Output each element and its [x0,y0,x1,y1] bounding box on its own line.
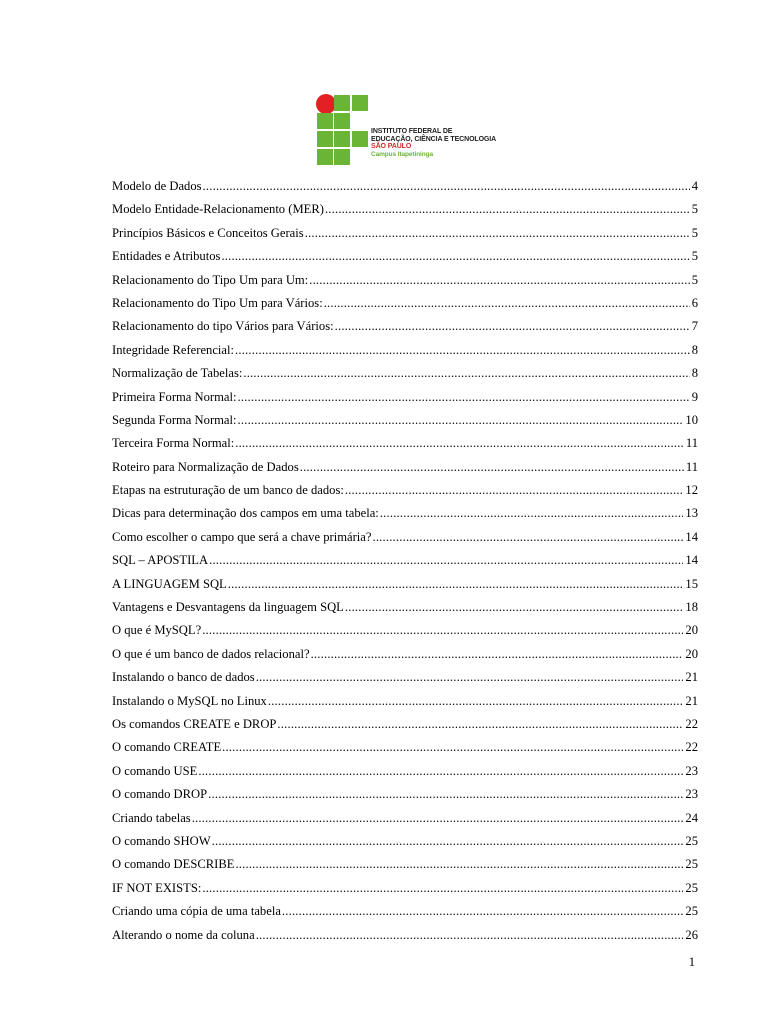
toc-dot-leader [345,479,684,502]
toc-entry[interactable] [112,222,698,245]
institute-logo [314,92,500,166]
toc-entry-page: 10 [685,412,698,427]
toc-entry-title: Relacionamento do tipo Vários para Vários: [112,319,334,334]
toc-entry[interactable] [112,339,698,362]
toc-dot-leader [235,432,684,455]
toc-entry[interactable] [112,175,698,198]
toc-dot-leader [268,690,684,713]
toc-entry-page: 11 [685,459,698,474]
toc-entry-page: 5 [691,272,698,287]
logo-line-1: INSTITUTO FEDERAL DE [371,128,453,135]
toc-entry-title: Entidades e Atributos [112,249,221,264]
toc-entry-page: 9 [691,389,698,404]
toc-entry-title: SQL – APOSTILA [112,553,209,568]
toc-dot-leader [238,409,684,432]
toc-entry-page: 20 [685,623,698,638]
toc-entry-page: 6 [691,295,698,310]
toc-entry[interactable] [112,549,698,572]
toc-entry-title: Primeira Forma Normal: [112,389,237,404]
toc-entry-title: Criando tabelas [112,810,191,825]
toc-entry-page: 24 [685,810,698,825]
toc-dot-leader [198,760,683,783]
toc-entry-title: O comando DESCRIBE [112,857,235,872]
toc-dot-leader [209,549,683,572]
toc-entry[interactable] [112,690,698,713]
toc-entry-title: Etapas na estruturação de um banco de dados: [112,483,344,498]
toc-dot-leader [324,292,690,315]
toc-entry-page: 8 [691,342,698,357]
toc-entry-page: 8 [691,366,698,381]
toc-entry-page: 13 [685,506,698,521]
toc-entry[interactable] [112,386,698,409]
toc-dot-leader [335,315,690,338]
toc-entry-page: 21 [685,693,698,708]
toc-entry[interactable] [112,292,698,315]
page-number: 1 [688,955,695,969]
toc-entry-page: 5 [691,249,698,264]
toc-dot-leader [256,924,684,947]
toc-entry-page: 14 [685,553,698,568]
table-of-contents [112,175,698,947]
toc-entry-title: O comando DROP [112,787,208,802]
toc-dot-leader [235,339,690,362]
toc-entry[interactable] [112,760,698,783]
toc-entry[interactable] [112,807,698,830]
toc-entry[interactable] [112,877,698,900]
toc-entry-page: 25 [685,880,698,895]
toc-entry-title: O comando SHOW [112,833,211,848]
toc-dot-leader [256,666,684,689]
toc-entry[interactable] [112,736,698,759]
toc-entry-title: A LINGUAGEM SQL [112,576,227,591]
logo-grid-icon [314,92,370,166]
toc-entry-page: 15 [685,576,698,591]
toc-entry-title: Vantagens e Desvantagens da linguagem SQL [112,600,344,615]
toc-dot-leader [305,222,690,245]
toc-entry[interactable] [112,432,698,455]
toc-entry-page: 5 [691,202,698,217]
toc-entry-title: Como escolher o campo que será a chave primária? [112,529,372,544]
toc-dot-leader [228,573,684,596]
toc-entry-page: 5 [691,225,698,240]
toc-entry-title: O comando USE [112,763,198,778]
toc-dot-leader [221,245,689,268]
toc-dot-leader [282,900,684,923]
logo-line-3: SÃO PAULO [371,143,412,150]
toc-entry-title: Integridade Referencial: [112,342,235,357]
toc-entry-title: Normalização de Tabelas: [112,366,243,381]
toc-entry-page: 22 [685,716,698,731]
toc-entry-title: Roteiro para Normalização de Dados [112,459,299,474]
toc-dot-leader [202,877,683,900]
toc-entry[interactable] [112,479,698,502]
toc-entry-title: O que é um banco de dados relacional? [112,646,310,661]
toc-entry-title: Princípios Básicos e Conceitos Gerais [112,225,304,240]
toc-entry-page: 11 [685,436,698,451]
toc-entry-title: Modelo de Dados [112,179,202,193]
toc-dot-leader [345,596,684,619]
toc-entry-title: Modelo Entidade-Relacionamento (MER) [112,202,324,217]
toc-entry-page: 7 [691,319,698,334]
toc-entry[interactable] [112,596,698,619]
logo-red-dot [316,94,336,114]
toc-entry-page: 18 [685,600,698,615]
toc-entry[interactable] [112,830,698,853]
toc-entry-title: Alterando o nome da coluna [112,927,255,942]
logo-text [371,128,501,158]
toc-entry[interactable] [112,502,698,525]
toc-entry[interactable] [112,269,698,292]
toc-dot-leader [243,362,689,385]
toc-entry-page: 20 [685,646,698,661]
toc-entry[interactable] [112,409,698,432]
toc-dot-leader [372,526,683,549]
toc-entry-page: 25 [685,857,698,872]
toc-entry[interactable] [112,783,698,806]
toc-entry-page: 4 [691,179,698,193]
toc-dot-leader [277,713,683,736]
toc-entry-title: Criando uma cópia de uma tabela [112,904,281,919]
toc-dot-leader [309,269,689,292]
toc-dot-leader [300,456,684,479]
toc-dot-leader [212,830,684,853]
toc-entry[interactable] [112,526,698,549]
toc-entry[interactable] [112,245,698,268]
toc-entry-page: 14 [685,529,698,544]
toc-dot-leader [192,807,684,830]
toc-entry-page: 25 [685,833,698,848]
toc-entry-page: 12 [685,483,698,498]
toc-entry[interactable] [112,573,698,596]
toc-entry[interactable] [112,619,698,642]
toc-entry[interactable] [112,198,698,221]
toc-entry-page: 26 [685,927,698,942]
toc-dot-leader [202,619,683,642]
toc-entry[interactable] [112,456,698,479]
toc-entry[interactable] [112,853,698,876]
toc-dot-leader [235,853,683,876]
toc-entry-title: Os comandos CREATE e DROP [112,716,277,731]
toc-entry[interactable] [112,315,698,338]
toc-entry-title: O que é MySQL? [112,623,202,638]
toc-entry-page: 25 [685,904,698,919]
toc-entry-title: Instalando o MySQL no Linux [112,693,267,708]
toc-entry[interactable] [112,924,698,947]
toc-entry-title: Terceira Forma Normal: [112,436,235,451]
toc-dot-leader [325,198,690,221]
toc-entry[interactable] [112,643,698,666]
toc-entry-page: 22 [685,740,698,755]
toc-entry-title: Instalando o banco de dados [112,670,255,685]
toc-entry-title: IF NOT EXISTS: [112,880,202,895]
toc-entry-page: 23 [685,763,698,778]
toc-dot-leader [208,783,683,806]
toc-entry-title: Relacionamento do Tipo Um para Vários: [112,295,323,310]
toc-entry-page: 23 [685,787,698,802]
toc-entry-title: Dicas para determinação dos campos em uma tabela: [112,506,379,521]
toc-entry[interactable] [112,362,698,385]
toc-entry-title: O comando CREATE [112,740,222,755]
toc-entry[interactable] [112,666,698,689]
toc-dot-leader [203,175,690,198]
toc-entry[interactable] [112,713,698,736]
logo-line-2: EDUCAÇÃO, CIÊNCIA E TECNOLOGIA [371,135,497,143]
toc-dot-leader [311,643,684,666]
toc-dot-leader [380,502,684,525]
toc-entry[interactable] [112,900,698,923]
logo-line-4: Campus Itapetininga [371,150,434,158]
toc-dot-leader [222,736,683,759]
toc-entry-title: Relacionamento do Tipo Um para Um: [112,272,309,287]
toc-dot-leader [238,386,690,409]
toc-entry-page: 21 [685,670,698,685]
toc-entry-title: Segunda Forma Normal: [112,412,237,427]
